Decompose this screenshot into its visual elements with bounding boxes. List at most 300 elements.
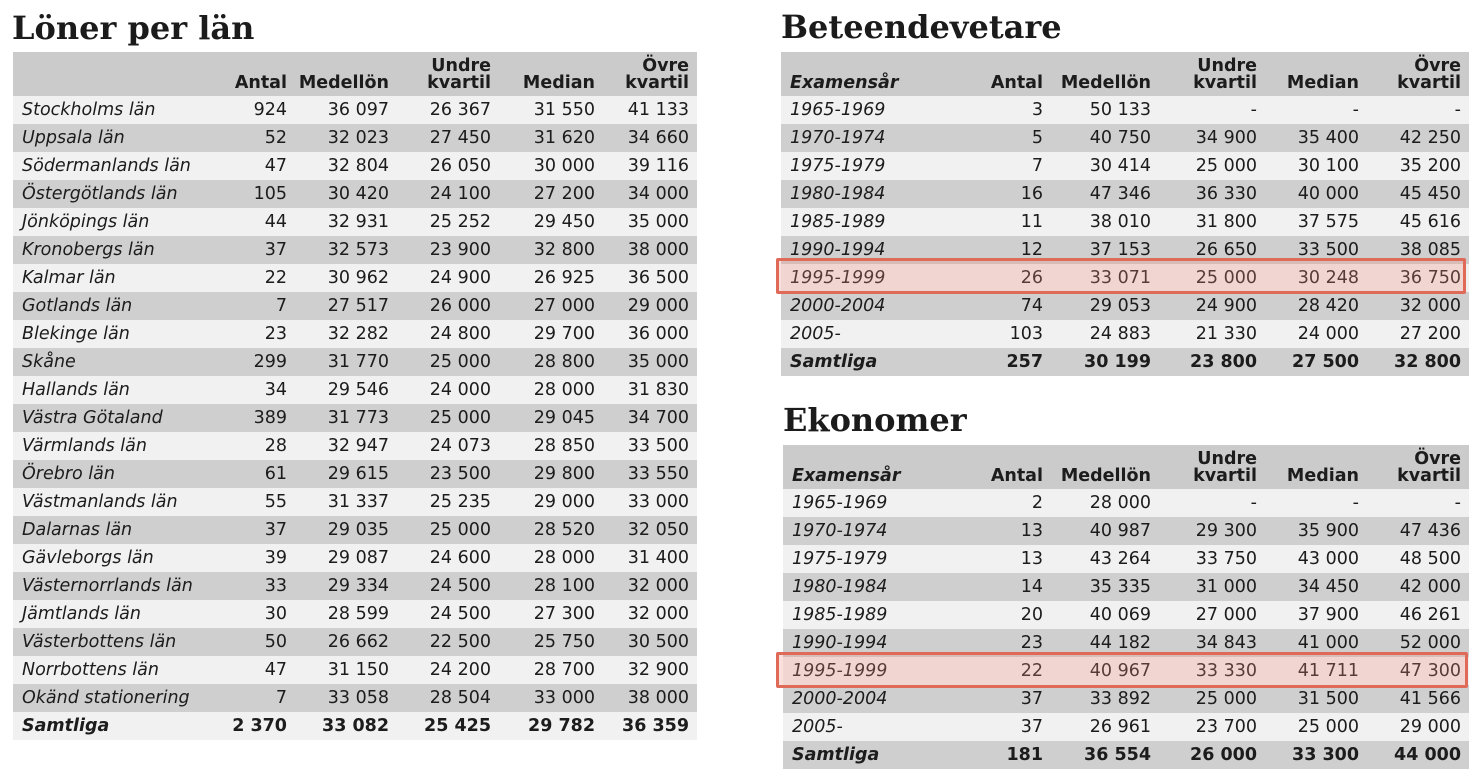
cell-undre-kvartil: - (1159, 96, 1265, 124)
table-row (13, 460, 697, 488)
cell-ovre-kvartil: 32 000 (1367, 292, 1469, 320)
cell-label: 1965-1969 (781, 96, 961, 124)
cell-undre-kvartil: 24 073 (397, 432, 499, 460)
beteendevetare-table (781, 52, 1469, 376)
cell-medellon: 29 035 (295, 516, 397, 544)
cell-medellon: 29 334 (295, 572, 397, 600)
cell-antal: 39 (213, 544, 295, 572)
cell-undre-kvartil: 25 000 (1159, 685, 1265, 713)
table-row (783, 685, 1469, 713)
cell-ovre-kvartil: 41 133 (603, 96, 697, 124)
header-antal: Antal (961, 52, 1051, 96)
cell-undre-kvartil: 31 000 (1159, 573, 1265, 601)
table-row (13, 208, 697, 236)
cell-undre-kvartil: 34 843 (1159, 629, 1265, 657)
header-undre-kvartil: Undre kvartil (1159, 445, 1265, 489)
cell-label: Kalmar län (13, 264, 213, 292)
cell-undre-kvartil: 25 000 (1159, 152, 1265, 180)
cell-ovre-kvartil: 33 550 (603, 460, 697, 488)
table-row (781, 124, 1469, 152)
cell-medellon: 32 931 (295, 208, 397, 236)
cell-label: 2000-2004 (783, 685, 963, 713)
table-row (13, 152, 697, 180)
cell-undre-kvartil: 28 504 (397, 684, 499, 712)
cell-label: Stockholms län (13, 96, 213, 124)
cell-undre-kvartil: 31 800 (1159, 208, 1265, 236)
cell-medellon: 32 573 (295, 236, 397, 264)
table-row (13, 180, 697, 208)
lan-salary-table (13, 52, 697, 740)
cell-medellon: 27 517 (295, 292, 397, 320)
cell-antal: 34 (213, 376, 295, 404)
cell-ovre-kvartil: 38 000 (603, 236, 697, 264)
cell-ovre-kvartil: 34 660 (603, 124, 697, 152)
cell-median: 24 000 (1265, 320, 1367, 348)
table-row (13, 432, 697, 460)
cell-label: 1995-1999 (783, 657, 963, 685)
cell-ovre-kvartil: 30 500 (603, 628, 697, 656)
header-antal: Antal (213, 52, 295, 96)
cell-medellon: 31 770 (295, 348, 397, 376)
cell-ovre-kvartil: 33 000 (603, 488, 697, 516)
cell-undre-kvartil: 24 500 (397, 572, 499, 600)
cell-label: Gävleborgs län (13, 544, 213, 572)
cell-undre-kvartil: 22 500 (397, 628, 499, 656)
table-row (13, 544, 697, 572)
cell-median: 29 782 (499, 712, 603, 740)
cell-label: Samtliga (783, 741, 963, 769)
cell-ovre-kvartil: 29 000 (603, 292, 697, 320)
cell-label: Västerbottens län (13, 628, 213, 656)
cell-median: 37 900 (1265, 601, 1367, 629)
cell-median: 31 500 (1265, 685, 1367, 713)
cell-antal: 12 (961, 236, 1051, 264)
cell-antal: 44 (213, 208, 295, 236)
cell-antal: 37 (213, 236, 295, 264)
cell-median: 31 620 (499, 124, 603, 152)
cell-antal: 28 (213, 432, 295, 460)
cell-ovre-kvartil: 47 436 (1367, 517, 1469, 545)
table-row (781, 208, 1469, 236)
cell-label: 1975-1979 (783, 545, 963, 573)
cell-label: Okänd stationering (13, 684, 213, 712)
table-row (13, 264, 697, 292)
cell-antal: 924 (213, 96, 295, 124)
cell-undre-kvartil: 24 800 (397, 320, 499, 348)
cell-median: 28 700 (499, 656, 603, 684)
cell-medellon: 35 335 (1051, 573, 1159, 601)
cell-ovre-kvartil: 31 400 (603, 544, 697, 572)
cell-undre-kvartil: 25 000 (397, 404, 499, 432)
table-row (783, 517, 1469, 545)
cell-median: 28 100 (499, 572, 603, 600)
cell-ovre-kvartil: 36 359 (603, 712, 697, 740)
cell-label: 1980-1984 (783, 573, 963, 601)
cell-median: 33 500 (1265, 236, 1367, 264)
cell-ovre-kvartil: 29 000 (1367, 713, 1469, 741)
cell-label: Värmlands län (13, 432, 213, 460)
cell-label: Samtliga (13, 712, 213, 740)
cell-undre-kvartil: 33 750 (1159, 545, 1265, 573)
header-label: Examensår (781, 52, 961, 96)
cell-label: 1985-1989 (783, 601, 963, 629)
cell-antal: 55 (213, 488, 295, 516)
ekonomer-title: Ekonomer (783, 401, 967, 439)
cell-antal: 7 (213, 684, 295, 712)
cell-undre-kvartil: 24 900 (397, 264, 499, 292)
cell-antal: 50 (213, 628, 295, 656)
cell-undre-kvartil: 24 600 (397, 544, 499, 572)
header-undre-kvartil: Undre kvartil (397, 52, 499, 96)
table-row (13, 628, 697, 656)
cell-label: Västmanlands län (13, 488, 213, 516)
cell-ovre-kvartil: 35 000 (603, 348, 697, 376)
cell-label: Gotlands län (13, 292, 213, 320)
cell-ovre-kvartil: 32 000 (603, 600, 697, 628)
ekonomer-table (783, 445, 1469, 769)
cell-undre-kvartil: 24 500 (397, 600, 499, 628)
cell-medellon: 37 153 (1051, 236, 1159, 264)
table-row (13, 320, 697, 348)
cell-undre-kvartil: 25 000 (397, 516, 499, 544)
cell-ovre-kvartil: 32 900 (603, 656, 697, 684)
cell-median: 29 700 (499, 320, 603, 348)
cell-antal: 14 (963, 573, 1051, 601)
cell-undre-kvartil: 33 330 (1159, 657, 1265, 685)
table-row (13, 292, 697, 320)
cell-antal: 37 (963, 685, 1051, 713)
cell-label: Samtliga (781, 348, 961, 376)
cell-median: 35 400 (1265, 124, 1367, 152)
cell-medellon: 28 599 (295, 600, 397, 628)
cell-ovre-kvartil: 36 500 (603, 264, 697, 292)
cell-label: 2005- (783, 713, 963, 741)
cell-undre-kvartil: 26 000 (1159, 741, 1265, 769)
cell-ovre-kvartil: 45 450 (1367, 180, 1469, 208)
cell-undre-kvartil: 23 800 (1159, 348, 1265, 376)
table-row (781, 152, 1469, 180)
cell-antal: 13 (963, 517, 1051, 545)
cell-median: 31 550 (499, 96, 603, 124)
cell-antal: 22 (213, 264, 295, 292)
cell-median: 25 000 (1265, 713, 1367, 741)
cell-ovre-kvartil: 45 616 (1367, 208, 1469, 236)
cell-antal: 26 (961, 264, 1051, 292)
lan-title: Löner per län (12, 9, 255, 47)
table-row (781, 292, 1469, 320)
cell-ovre-kvartil: 41 566 (1367, 685, 1469, 713)
cell-label: Västernorrlands län (13, 572, 213, 600)
cell-undre-kvartil: 24 100 (397, 180, 499, 208)
cell-antal: 33 (213, 572, 295, 600)
cell-label: 1980-1984 (781, 180, 961, 208)
cell-medellon: 31 773 (295, 404, 397, 432)
header-medellon: Medellön (1051, 52, 1159, 96)
table-row (13, 376, 697, 404)
cell-ovre-kvartil: 34 000 (603, 180, 697, 208)
cell-undre-kvartil: 25 235 (397, 488, 499, 516)
cell-label: 2005- (781, 320, 961, 348)
table-row (781, 320, 1469, 348)
cell-median: 32 800 (499, 236, 603, 264)
header-antal: Antal (963, 445, 1051, 489)
table-row (13, 656, 697, 684)
table-row (13, 516, 697, 544)
cell-antal: 23 (213, 320, 295, 348)
cell-median: 30 000 (499, 152, 603, 180)
cell-label: 1990-1994 (781, 236, 961, 264)
cell-antal: 16 (961, 180, 1051, 208)
cell-medellon: 29 615 (295, 460, 397, 488)
cell-medellon: 30 414 (1051, 152, 1159, 180)
cell-medellon: 33 071 (1051, 264, 1159, 292)
cell-antal: 23 (963, 629, 1051, 657)
cell-medellon: 33 058 (295, 684, 397, 712)
header-medellon: Medellön (1051, 445, 1159, 489)
header-label: Examensår (783, 445, 963, 489)
cell-antal: 181 (963, 741, 1051, 769)
cell-antal: 47 (213, 152, 295, 180)
table-row (13, 96, 697, 124)
cell-label: 1970-1974 (783, 517, 963, 545)
cell-medellon: 36 097 (295, 96, 397, 124)
cell-medellon: 47 346 (1051, 180, 1159, 208)
cell-medellon: 29 087 (295, 544, 397, 572)
cell-medellon: 40 967 (1051, 657, 1159, 685)
table-row (13, 404, 697, 432)
cell-medellon: 30 420 (295, 180, 397, 208)
cell-antal: 7 (961, 152, 1051, 180)
cell-median: 26 925 (499, 264, 603, 292)
cell-ovre-kvartil: 42 000 (1367, 573, 1469, 601)
cell-undre-kvartil: 23 700 (1159, 713, 1265, 741)
cell-median: 27 300 (499, 600, 603, 628)
cell-label: Dalarnas län (13, 516, 213, 544)
table-row (13, 572, 697, 600)
cell-median: 29 045 (499, 404, 603, 432)
cell-undre-kvartil: 27 450 (397, 124, 499, 152)
header-median: Median (1265, 445, 1367, 489)
cell-label: Örebro län (13, 460, 213, 488)
cell-label: 1990-1994 (783, 629, 963, 657)
total-row (783, 741, 1469, 769)
cell-undre-kvartil: 25 252 (397, 208, 499, 236)
cell-ovre-kvartil: 27 200 (1367, 320, 1469, 348)
cell-medellon: 28 000 (1051, 489, 1159, 517)
cell-medellon: 30 962 (295, 264, 397, 292)
cell-label: 1985-1989 (781, 208, 961, 236)
total-row (781, 348, 1469, 376)
cell-undre-kvartil: - (1159, 489, 1265, 517)
table-row (783, 601, 1469, 629)
cell-antal: 11 (961, 208, 1051, 236)
cell-label: Södermanlands län (13, 152, 213, 180)
cell-antal: 5 (961, 124, 1051, 152)
cell-medellon: 38 010 (1051, 208, 1159, 236)
cell-medellon: 32 804 (295, 152, 397, 180)
cell-label: 1965-1969 (783, 489, 963, 517)
table-row (13, 488, 697, 516)
table-header-row (783, 445, 1469, 489)
cell-medellon: 43 264 (1051, 545, 1159, 573)
cell-ovre-kvartil: 46 261 (1367, 601, 1469, 629)
cell-medellon: 33 892 (1051, 685, 1159, 713)
cell-antal: 20 (963, 601, 1051, 629)
cell-median: 41 000 (1265, 629, 1367, 657)
cell-antal: 74 (961, 292, 1051, 320)
cell-label: Kronobergs län (13, 236, 213, 264)
cell-antal: 389 (213, 404, 295, 432)
cell-median: 27 500 (1265, 348, 1367, 376)
cell-antal: 52 (213, 124, 295, 152)
cell-antal: 22 (963, 657, 1051, 685)
cell-median: 30 100 (1265, 152, 1367, 180)
cell-medellon: 50 133 (1051, 96, 1159, 124)
cell-label: Blekinge län (13, 320, 213, 348)
cell-label: 2000-2004 (781, 292, 961, 320)
cell-medellon: 31 150 (295, 656, 397, 684)
cell-ovre-kvartil: 42 250 (1367, 124, 1469, 152)
cell-medellon: 33 082 (295, 712, 397, 740)
cell-median: 28 000 (499, 376, 603, 404)
cell-undre-kvartil: 26 000 (397, 292, 499, 320)
cell-median: 30 248 (1265, 264, 1367, 292)
cell-ovre-kvartil: 33 500 (603, 432, 697, 460)
cell-undre-kvartil: 25 000 (1159, 264, 1265, 292)
cell-median: - (1265, 489, 1367, 517)
header-ovre-kvartil: Övre kvartil (603, 52, 697, 96)
cell-undre-kvartil: 24 900 (1159, 292, 1265, 320)
cell-median: 28 850 (499, 432, 603, 460)
table-header-row (781, 52, 1469, 96)
table-row (783, 545, 1469, 573)
table-row (13, 684, 697, 712)
header-label (13, 52, 213, 96)
cell-undre-kvartil: 23 500 (397, 460, 499, 488)
cell-medellon: 40 987 (1051, 517, 1159, 545)
cell-median: 29 000 (499, 488, 603, 516)
table-row (13, 600, 697, 628)
table-row (781, 96, 1469, 124)
header-median: Median (499, 52, 603, 96)
cell-median: 37 575 (1265, 208, 1367, 236)
table-row (13, 236, 697, 264)
cell-undre-kvartil: 26 650 (1159, 236, 1265, 264)
cell-label: Hallands län (13, 376, 213, 404)
cell-antal: 47 (213, 656, 295, 684)
cell-label: 1995-1999 (781, 264, 961, 292)
cell-undre-kvartil: 29 300 (1159, 517, 1265, 545)
cell-median: 25 750 (499, 628, 603, 656)
cell-medellon: 36 554 (1051, 741, 1159, 769)
cell-undre-kvartil: 34 900 (1159, 124, 1265, 152)
cell-median: 43 000 (1265, 545, 1367, 573)
cell-medellon: 32 947 (295, 432, 397, 460)
cell-ovre-kvartil: 32 050 (603, 516, 697, 544)
cell-ovre-kvartil: 52 000 (1367, 629, 1469, 657)
table-row (783, 713, 1469, 741)
cell-medellon: 40 750 (1051, 124, 1159, 152)
table-row (13, 348, 697, 376)
cell-label: Norrbottens län (13, 656, 213, 684)
header-medellon: Medellön (295, 52, 397, 96)
cell-median: 29 450 (499, 208, 603, 236)
cell-medellon: 30 199 (1051, 348, 1159, 376)
cell-ovre-kvartil: 48 500 (1367, 545, 1469, 573)
cell-medellon: 44 182 (1051, 629, 1159, 657)
cell-undre-kvartil: 36 330 (1159, 180, 1265, 208)
cell-medellon: 29 546 (295, 376, 397, 404)
cell-median: 27 000 (499, 292, 603, 320)
cell-median: 28 420 (1265, 292, 1367, 320)
cell-median: 40 000 (1265, 180, 1367, 208)
cell-median: 34 450 (1265, 573, 1367, 601)
cell-medellon: 32 023 (295, 124, 397, 152)
cell-median: 35 900 (1265, 517, 1367, 545)
header-undre-kvartil: Undre kvartil (1159, 52, 1265, 96)
cell-ovre-kvartil: - (1367, 489, 1469, 517)
cell-antal: 37 (963, 713, 1051, 741)
cell-label: 1975-1979 (781, 152, 961, 180)
cell-ovre-kvartil: 39 116 (603, 152, 697, 180)
cell-label: Jämtlands län (13, 600, 213, 628)
cell-undre-kvartil: 26 367 (397, 96, 499, 124)
cell-antal: 13 (963, 545, 1051, 573)
cell-median: 28 800 (499, 348, 603, 376)
cell-antal: 7 (213, 292, 295, 320)
cell-ovre-kvartil: 31 830 (603, 376, 697, 404)
header-ovre-kvartil: Övre kvartil (1367, 52, 1469, 96)
table-header-row (13, 52, 697, 96)
cell-ovre-kvartil: 35 200 (1367, 152, 1469, 180)
cell-ovre-kvartil: 32 800 (1367, 348, 1469, 376)
cell-ovre-kvartil: 36 750 (1367, 264, 1469, 292)
cell-label: Östergötlands län (13, 180, 213, 208)
header-ovre-kvartil: Övre kvartil (1367, 445, 1469, 489)
cell-ovre-kvartil: 35 000 (603, 208, 697, 236)
cell-antal: 257 (961, 348, 1051, 376)
cell-median: 41 711 (1265, 657, 1367, 685)
cell-ovre-kvartil: 38 000 (603, 684, 697, 712)
cell-undre-kvartil: 27 000 (1159, 601, 1265, 629)
cell-medellon: 26 961 (1051, 713, 1159, 741)
cell-antal: 30 (213, 600, 295, 628)
beteendevetare-row-highlight (776, 258, 1466, 294)
cell-medellon: 32 282 (295, 320, 397, 348)
cell-antal: 3 (961, 96, 1051, 124)
cell-median: 33 000 (499, 684, 603, 712)
cell-antal: 37 (213, 516, 295, 544)
cell-median: 33 300 (1265, 741, 1367, 769)
table-row (13, 124, 697, 152)
cell-ovre-kvartil: 38 085 (1367, 236, 1469, 264)
cell-medellon: 26 662 (295, 628, 397, 656)
header-median: Median (1265, 52, 1367, 96)
cell-ovre-kvartil: 34 700 (603, 404, 697, 432)
cell-medellon: 40 069 (1051, 601, 1159, 629)
cell-undre-kvartil: 26 050 (397, 152, 499, 180)
table-row (783, 573, 1469, 601)
beteendevetare-title: Beteendevetare (781, 8, 1062, 46)
cell-antal: 299 (213, 348, 295, 376)
cell-undre-kvartil: 23 900 (397, 236, 499, 264)
cell-antal: 2 (963, 489, 1051, 517)
cell-median: 28 000 (499, 544, 603, 572)
table-row (783, 489, 1469, 517)
cell-antal: 105 (213, 180, 295, 208)
cell-label: Skåne (13, 348, 213, 376)
cell-medellon: 31 337 (295, 488, 397, 516)
